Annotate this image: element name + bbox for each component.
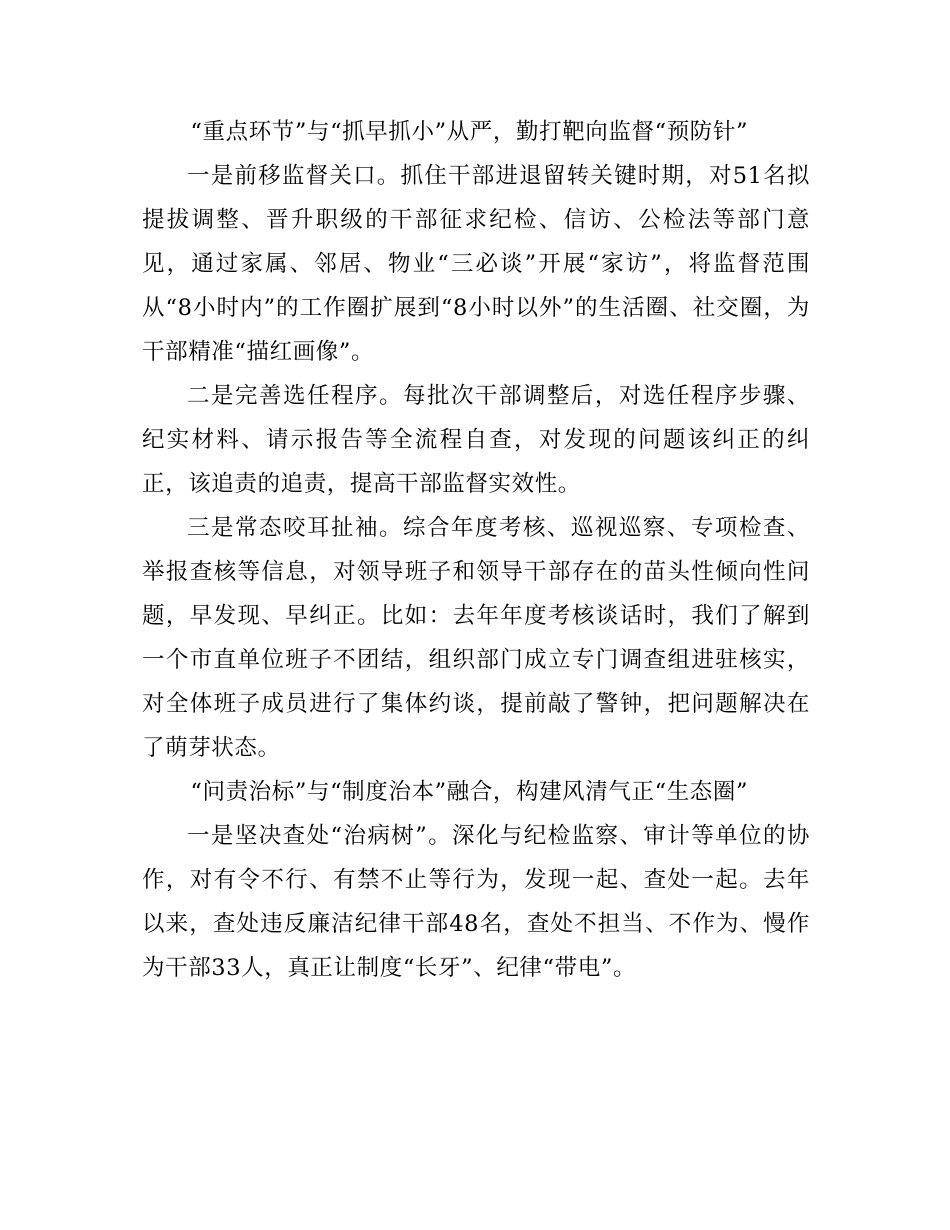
paragraph-1-1: 一是前移监督关口。抓住干部进退留转关键时期，对51名拟提拔调整、晋升职级的干部征求纪检、信访、公检法等部门意见，通过家属、邻居、物业“三必谈”开展“家访”，将监督范围从“8小时内”的工作圈扩展到“8小时以外”的生活圈、社交圈，为干部精准“描红画像”。 [142,163,810,365]
paragraph-1-2: 二是完善选任程序。每批次干部调整后，对选任程序步骤、纪实材料、请示报告等全流程自查，对发现的问题该纠正的纠正，该追责的追责，提高干部监督实效性。 [142,383,810,497]
paragraph-1-3: 三是常态咬耳扯袖。综合年度考核、巡视巡察、专项检查、举报查核等信息，对领导班子和领导干部存在的苗头性倾向性问题，早发现、早纠正。比如：去年年度考核谈话时，我们了解到一个市直单位班子不团结，组织部门成立专门调查组进驻核实，对全体班子成员进行了集体约谈，提前敲了警钟，把问题解决在了萌芽状态。 [142,515,810,761]
section-heading-1: “重点环节”与“抓早抓小”从严，勤打靶向监督“预防针” [190,119,749,145]
section-heading-2: “问责治标”与“制度治本”融合，构建风清气正“生态圈” [190,779,749,805]
paragraph-2-1: 一是坚决查处“治病树”。深化与纪检监察、审计等单位的协作，对有令不行、有禁不止等行为，发现一起、查处一起。去年以来，查处违反廉洁纪律干部48名，查处不担当、不作为、慢作为干部33人，真正让制度“长牙”、纪律“带电”。 [142,823,810,981]
document-body [142,110,810,990]
